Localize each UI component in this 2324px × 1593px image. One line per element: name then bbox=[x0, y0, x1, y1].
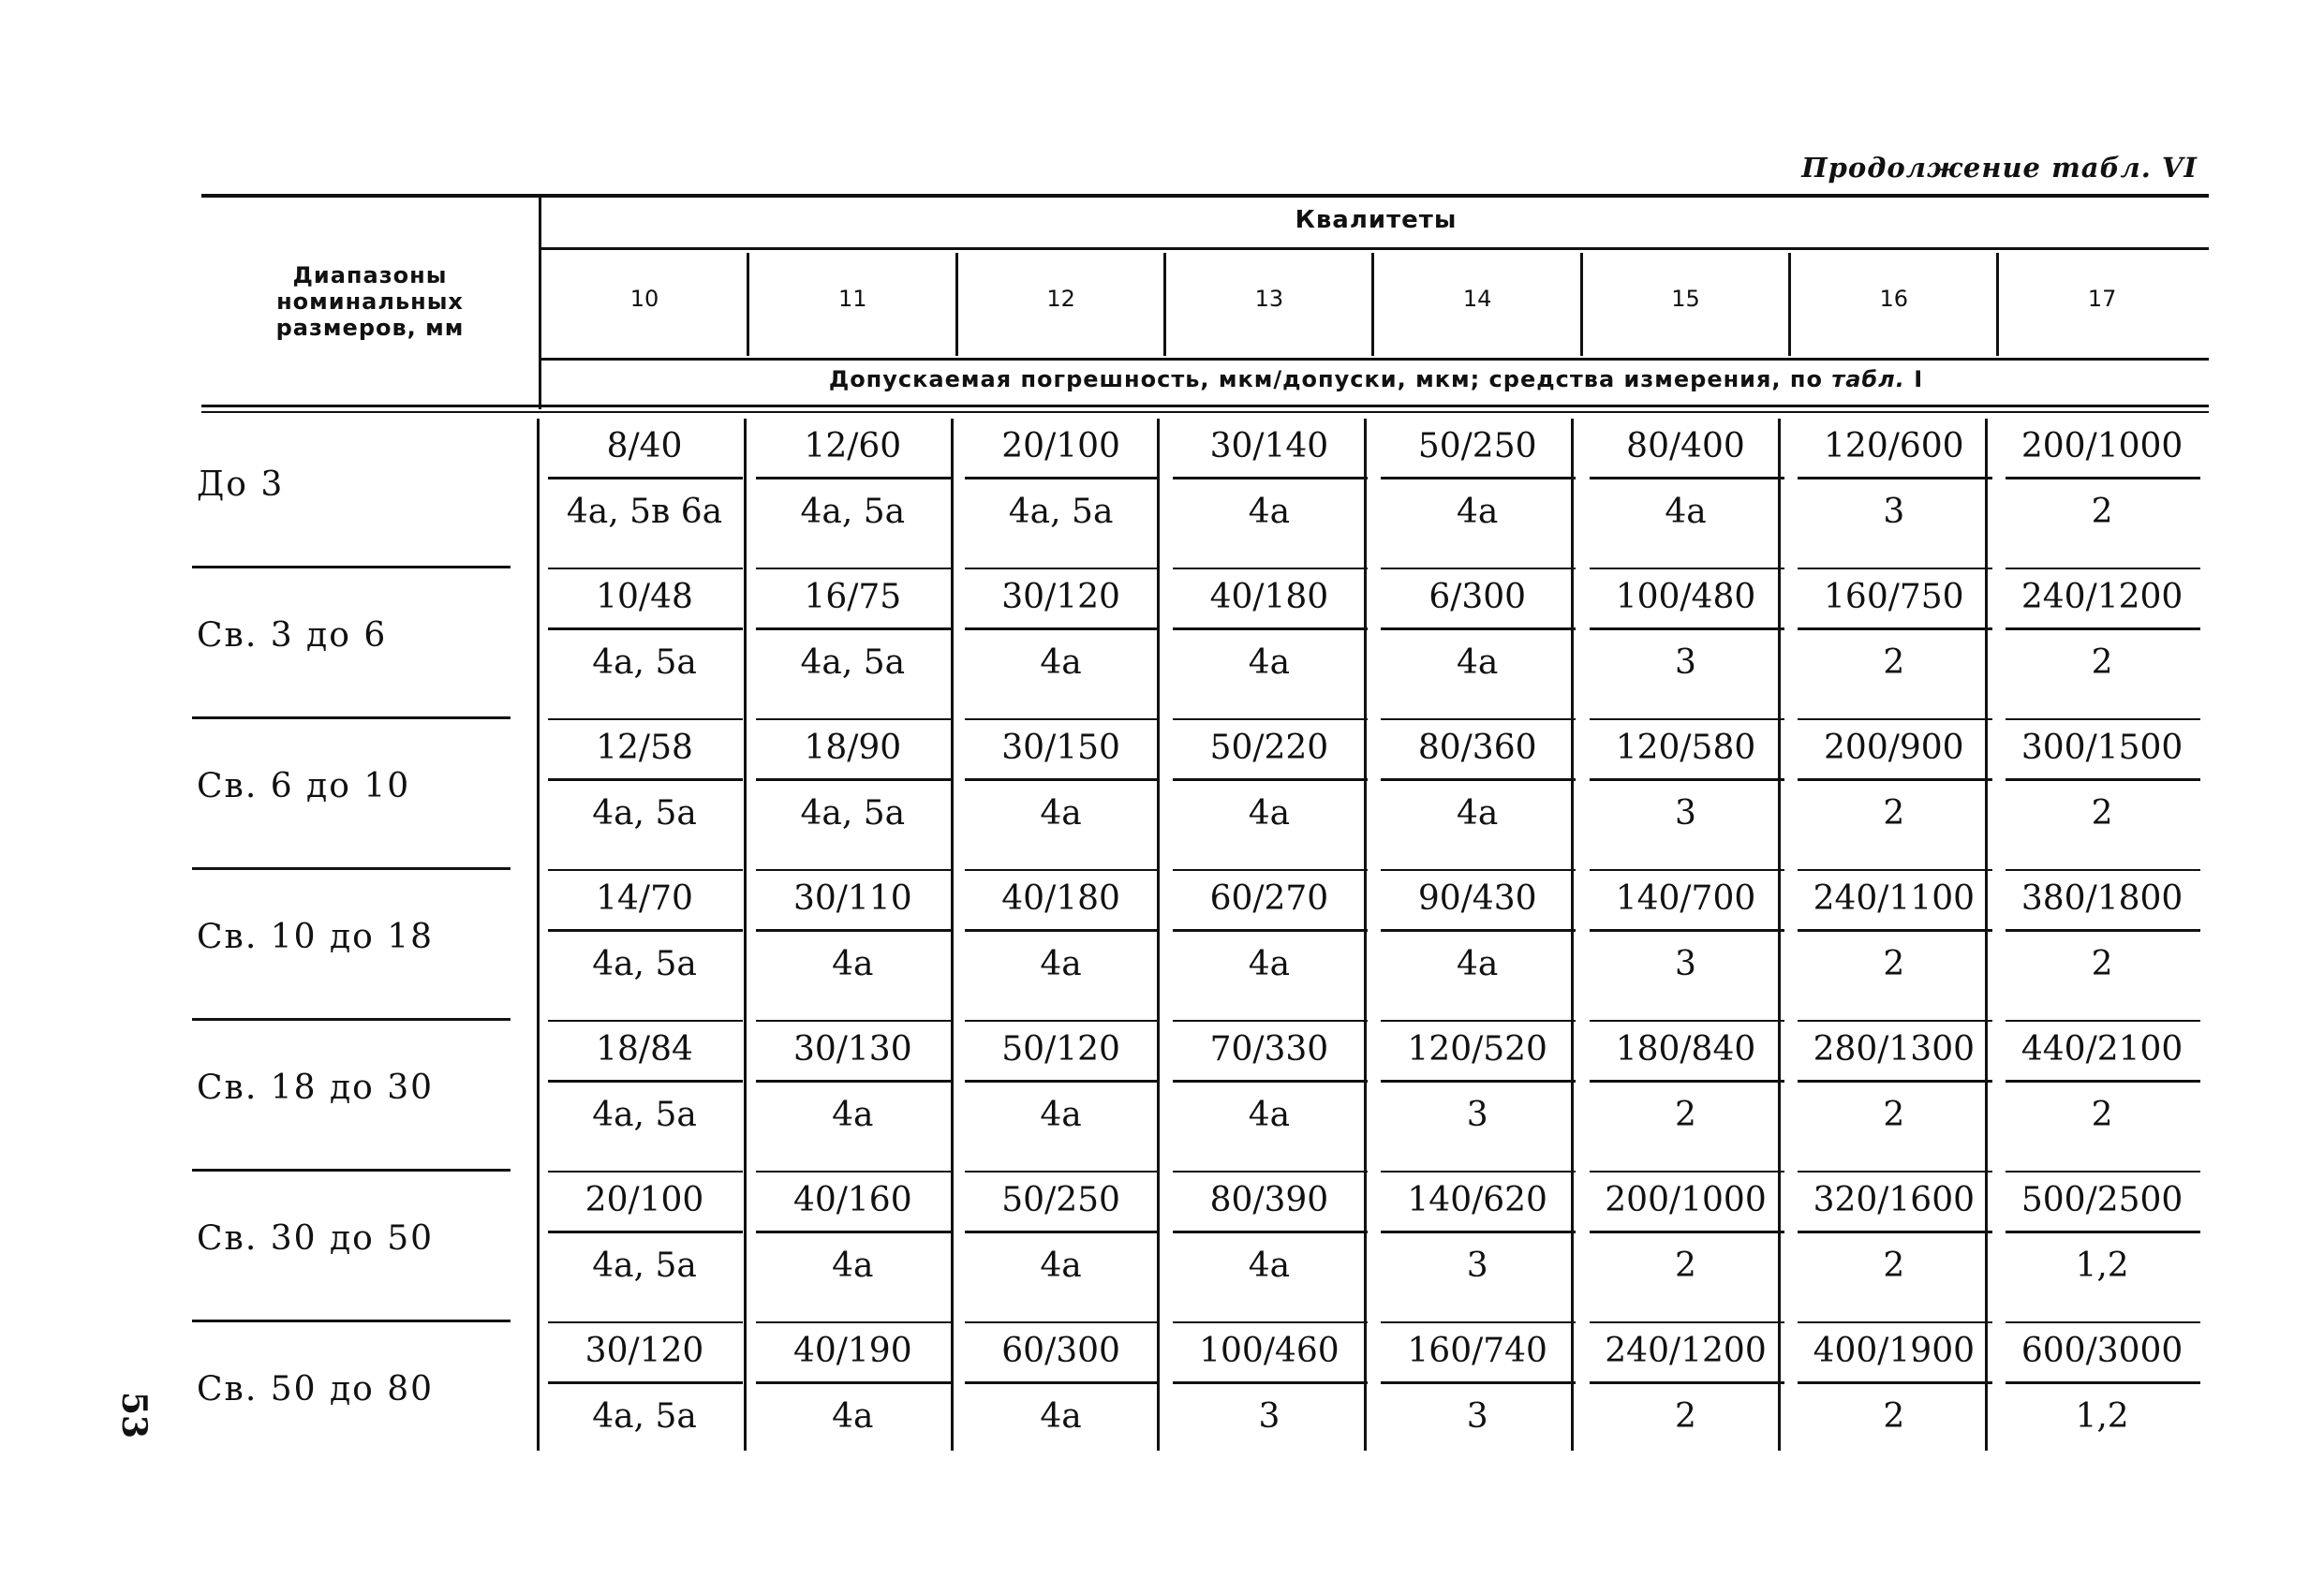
instrument-cell: 4а bbox=[1248, 794, 1291, 833]
row-top-rule bbox=[756, 718, 951, 720]
row-top-rule bbox=[2006, 568, 2200, 569]
cell-inner-rule bbox=[965, 778, 1160, 781]
cell-inner-rule bbox=[1173, 477, 1368, 479]
cell-inner-rule bbox=[965, 1381, 1160, 1384]
cell-inner-rule bbox=[1381, 929, 1576, 932]
instrument-cell: 2 bbox=[1883, 1246, 1905, 1285]
instrument-cell: 2 bbox=[1675, 1096, 1696, 1134]
row-top-rule bbox=[1381, 1321, 1576, 1323]
tolerance-cell: 30/120 bbox=[1001, 578, 1120, 616]
column-divider bbox=[1985, 419, 1988, 1451]
instrument-cell: 4а bbox=[832, 1246, 874, 1285]
instrument-cell: 4а bbox=[832, 1397, 874, 1436]
instrument-cell: 2 bbox=[1883, 643, 1905, 682]
column-header-divider bbox=[955, 253, 958, 356]
cell-inner-rule bbox=[1590, 477, 1784, 479]
column-divider bbox=[744, 419, 747, 1451]
cell-inner-rule bbox=[756, 1231, 951, 1233]
tolerance-cell: 380/1800 bbox=[2021, 879, 2183, 918]
instrument-cell: 4а, 5в 6а bbox=[566, 493, 723, 531]
page-number: 53 bbox=[114, 1391, 155, 1439]
column-divider bbox=[1571, 419, 1574, 1451]
instrument-cell: 4а, 5а bbox=[800, 493, 906, 531]
tolerance-cell: 100/480 bbox=[1615, 578, 1756, 616]
row-label: Св. 18 до 30 bbox=[197, 1069, 435, 1107]
row-label-rule bbox=[192, 716, 511, 719]
tolerance-cell: 60/270 bbox=[1209, 879, 1329, 918]
row-top-rule bbox=[965, 568, 1160, 569]
cell-inner-rule bbox=[965, 929, 1160, 932]
subheader-text: Допускаемая погрешность, мкм/допуски, мкм; средства измерения, по bbox=[828, 365, 1832, 392]
row-label: Св. 50 до 80 bbox=[197, 1370, 435, 1409]
tolerance-cell: 180/840 bbox=[1615, 1030, 1756, 1069]
row-top-rule bbox=[548, 1020, 743, 1022]
tolerance-cell: 120/520 bbox=[1407, 1030, 1547, 1069]
column-header-divider bbox=[1996, 253, 1999, 356]
cell-inner-rule bbox=[1173, 1231, 1368, 1233]
instrument-cell: 4а, 5а bbox=[800, 643, 906, 682]
tolerance-cell: 70/330 bbox=[1209, 1030, 1329, 1069]
tolerance-cell: 8/40 bbox=[606, 427, 683, 465]
row-top-rule bbox=[2006, 718, 2200, 720]
row-label-rule bbox=[192, 867, 511, 870]
row-top-rule bbox=[756, 568, 951, 569]
row-top-rule bbox=[548, 1171, 743, 1173]
tolerance-cell: 280/1300 bbox=[1813, 1030, 1976, 1069]
cell-inner-rule bbox=[548, 778, 743, 781]
tolerance-cell: 240/1100 bbox=[1813, 879, 1976, 918]
cell-inner-rule bbox=[965, 1231, 1160, 1233]
column-divider bbox=[951, 419, 954, 1451]
instrument-cell: 4а, 5а bbox=[592, 1246, 697, 1285]
row-top-rule bbox=[965, 718, 1160, 720]
row-label: Св. 3 до 6 bbox=[197, 616, 388, 655]
cell-inner-rule bbox=[965, 1080, 1160, 1083]
cell-inner-rule bbox=[1798, 477, 1992, 479]
tolerance-cell: 30/130 bbox=[792, 1030, 912, 1069]
tolerance-cell: 12/60 bbox=[804, 427, 902, 465]
tolerance-cell: 600/3000 bbox=[2021, 1332, 2183, 1370]
tolerance-cell: 60/300 bbox=[1001, 1332, 1120, 1370]
row-top-rule bbox=[548, 718, 743, 720]
group-header-rule bbox=[540, 247, 2209, 250]
row-top-rule bbox=[1590, 718, 1784, 720]
instrument-cell: 4а, 5а bbox=[592, 945, 697, 983]
cell-inner-rule bbox=[756, 1381, 951, 1384]
tolerance-cell: 16/75 bbox=[804, 578, 902, 616]
cell-inner-rule bbox=[2006, 627, 2200, 630]
tolerance-cell: 100/460 bbox=[1199, 1332, 1340, 1370]
instrument-cell: 4а, 5а bbox=[592, 1397, 697, 1436]
tolerance-cell: 140/620 bbox=[1407, 1181, 1547, 1219]
instrument-cell: 2 bbox=[2091, 643, 2113, 682]
cell-inner-rule bbox=[2006, 1381, 2200, 1384]
tolerance-cell: 200/900 bbox=[1824, 729, 1964, 767]
cell-inner-rule bbox=[2006, 477, 2200, 479]
tolerance-cell: 200/1000 bbox=[2021, 427, 2183, 465]
row-top-rule bbox=[1381, 1020, 1576, 1022]
row-top-rule bbox=[1381, 568, 1576, 569]
row-top-rule bbox=[1798, 1020, 1992, 1022]
cell-inner-rule bbox=[1590, 1381, 1784, 1384]
row-top-rule bbox=[1173, 1321, 1368, 1323]
row-top-rule bbox=[1173, 1171, 1368, 1173]
instrument-cell: 4а, 5а bbox=[1008, 493, 1114, 531]
instrument-cell: 4а bbox=[832, 945, 874, 983]
row-header bbox=[201, 194, 539, 409]
instrument-cell: 2 bbox=[1883, 794, 1905, 833]
cell-inner-rule bbox=[1173, 929, 1368, 932]
instrument-cell: 4а bbox=[1248, 1246, 1291, 1285]
column-header: 12 bbox=[1046, 286, 1075, 312]
cell-inner-rule bbox=[1381, 1381, 1576, 1384]
instrument-cell: 4а, 5а bbox=[592, 643, 697, 682]
row-top-rule bbox=[1381, 718, 1576, 720]
row-top-rule bbox=[965, 1171, 1160, 1173]
column-divider bbox=[1364, 419, 1367, 1451]
instrument-cell: 4а, 5а bbox=[800, 794, 906, 833]
tolerance-cell: 120/600 bbox=[1824, 427, 1964, 465]
cell-inner-rule bbox=[1381, 1080, 1576, 1083]
row-top-rule bbox=[1590, 1171, 1784, 1173]
instrument-cell: 3 bbox=[1466, 1397, 1488, 1436]
tolerance-cell: 440/2100 bbox=[2021, 1030, 2183, 1069]
row-top-rule bbox=[1381, 1171, 1576, 1173]
tolerance-cell: 40/180 bbox=[1001, 879, 1120, 918]
instrument-cell: 4а bbox=[1248, 1096, 1291, 1134]
tolerance-cell: 90/430 bbox=[1417, 879, 1537, 918]
cell-inner-rule bbox=[1798, 929, 1992, 932]
tolerance-cell: 160/740 bbox=[1407, 1332, 1547, 1370]
cell-inner-rule bbox=[2006, 1080, 2200, 1083]
cell-inner-rule bbox=[1173, 1381, 1368, 1384]
row-top-rule bbox=[1798, 1321, 1992, 1323]
cell-inner-rule bbox=[1590, 627, 1784, 630]
tolerance-cell: 500/2500 bbox=[2021, 1181, 2183, 1219]
tolerance-cell: 320/1600 bbox=[1813, 1181, 1976, 1219]
instrument-cell: 4а bbox=[1457, 643, 1499, 682]
cell-inner-rule bbox=[548, 1231, 743, 1233]
row-top-rule bbox=[756, 1020, 951, 1022]
cell-inner-rule bbox=[756, 627, 951, 630]
tolerance-cell: 50/120 bbox=[1001, 1030, 1120, 1069]
row-label: Св. 30 до 50 bbox=[197, 1219, 435, 1258]
tolerance-cell: 10/48 bbox=[596, 578, 693, 616]
column-header: 14 bbox=[1462, 286, 1492, 312]
column-header-divider bbox=[1371, 253, 1374, 356]
row-top-rule bbox=[1590, 568, 1784, 569]
column-divider bbox=[1778, 419, 1781, 1451]
subheader-italic: табл. bbox=[1831, 365, 1905, 392]
instrument-cell: 1,2 bbox=[2075, 1246, 2129, 1285]
instrument-cell: 4а bbox=[1040, 1246, 1082, 1285]
row-top-rule bbox=[2006, 1171, 2200, 1173]
row-top-rule bbox=[548, 568, 743, 569]
row-label: Св. 10 до 18 bbox=[197, 918, 435, 956]
cell-inner-rule bbox=[1798, 778, 1992, 781]
cell-inner-rule bbox=[2006, 929, 2200, 932]
instrument-cell: 2 bbox=[1675, 1246, 1696, 1285]
tolerance-cell: 300/1500 bbox=[2021, 729, 2183, 767]
instrument-cell: 2 bbox=[2091, 945, 2113, 983]
instrument-cell: 4а bbox=[1457, 493, 1499, 531]
row-top-rule bbox=[1798, 568, 1992, 569]
cell-inner-rule bbox=[1381, 778, 1576, 781]
tolerance-cell: 30/150 bbox=[1001, 729, 1120, 767]
cell-inner-rule bbox=[1590, 778, 1784, 781]
instrument-cell: 4а bbox=[1040, 643, 1082, 682]
tolerance-cell: 40/160 bbox=[792, 1181, 912, 1219]
tolerance-table bbox=[197, 194, 2209, 1468]
tolerance-cell: 200/1000 bbox=[1605, 1181, 1767, 1219]
row-header-line: размеров, мм bbox=[275, 315, 465, 341]
row-top-rule bbox=[1173, 718, 1368, 720]
cell-inner-rule bbox=[548, 627, 743, 630]
column-header: 13 bbox=[1254, 286, 1284, 312]
instrument-cell: 4а bbox=[1665, 493, 1707, 531]
row-header-line: Диапазоны bbox=[292, 262, 448, 288]
instrument-cell: 2 bbox=[2091, 1096, 2113, 1134]
instrument-cell: 3 bbox=[1466, 1246, 1488, 1285]
row-label: Св. 6 до 10 bbox=[197, 767, 411, 805]
instrument-cell: 1,2 bbox=[2075, 1397, 2129, 1436]
instrument-cell: 3 bbox=[1883, 493, 1905, 531]
column-divider bbox=[537, 419, 540, 1451]
column-header: 17 bbox=[2087, 286, 2117, 312]
row-label-rule bbox=[192, 566, 511, 568]
row-label-rule bbox=[192, 1320, 511, 1322]
row-top-rule bbox=[1590, 1321, 1784, 1323]
tolerance-cell: 50/250 bbox=[1001, 1181, 1120, 1219]
cell-inner-rule bbox=[1798, 627, 1992, 630]
instrument-cell: 4а bbox=[1248, 493, 1291, 531]
instrument-cell: 4а bbox=[1040, 945, 1082, 983]
tolerance-cell: 80/360 bbox=[1417, 729, 1537, 767]
row-top-rule bbox=[2006, 1321, 2200, 1323]
cell-inner-rule bbox=[2006, 778, 2200, 781]
cell-inner-rule bbox=[548, 477, 743, 479]
cell-inner-rule bbox=[1798, 1231, 1992, 1233]
column-header-divider bbox=[1788, 253, 1791, 356]
tolerance-cell: 240/1200 bbox=[2021, 578, 2183, 616]
row-top-rule bbox=[1590, 869, 1784, 871]
cell-inner-rule bbox=[1173, 1080, 1368, 1083]
row-top-rule bbox=[1798, 1171, 1992, 1173]
row-top-rule bbox=[965, 869, 1160, 871]
tolerance-cell: 20/100 bbox=[1001, 427, 1120, 465]
row-top-rule bbox=[1173, 1020, 1368, 1022]
row-top-rule bbox=[548, 869, 743, 871]
column-header-divider bbox=[1163, 253, 1166, 356]
cell-inner-rule bbox=[548, 1381, 743, 1384]
instrument-cell: 4а bbox=[1457, 794, 1499, 833]
column-header: 11 bbox=[838, 286, 867, 312]
cell-inner-rule bbox=[2006, 1231, 2200, 1233]
row-label-rule bbox=[192, 1169, 511, 1172]
row-top-rule bbox=[965, 1020, 1160, 1022]
cell-inner-rule bbox=[1590, 1080, 1784, 1083]
row-top-rule bbox=[756, 1171, 951, 1173]
row-top-rule bbox=[548, 1321, 743, 1323]
row-header-line: номинальных bbox=[276, 288, 464, 315]
row-top-rule bbox=[2006, 869, 2200, 871]
instrument-cell: 3 bbox=[1675, 945, 1696, 983]
tolerance-cell: 120/580 bbox=[1615, 729, 1756, 767]
tolerance-cell: 6/300 bbox=[1428, 578, 1527, 616]
cell-inner-rule bbox=[548, 929, 743, 932]
tolerance-cell: 30/120 bbox=[585, 1332, 704, 1370]
row-top-rule bbox=[756, 869, 951, 871]
tolerance-cell: 18/84 bbox=[596, 1030, 693, 1069]
instrument-cell: 4а bbox=[1040, 1096, 1082, 1134]
column-header-divider bbox=[747, 253, 749, 356]
subheader-ref: I bbox=[1904, 365, 1924, 392]
instrument-cell: 3 bbox=[1466, 1096, 1488, 1134]
instrument-cell: 3 bbox=[1675, 643, 1696, 682]
instrument-cell: 4а bbox=[1457, 945, 1499, 983]
row-top-rule bbox=[756, 1321, 951, 1323]
table-caption: Продолжение табл. VI bbox=[1801, 152, 2198, 184]
tolerance-cell: 20/100 bbox=[585, 1181, 704, 1219]
tolerance-cell: 30/110 bbox=[792, 879, 912, 918]
tolerance-cell: 80/390 bbox=[1209, 1181, 1329, 1219]
tolerance-cell: 400/1900 bbox=[1813, 1332, 1976, 1370]
cell-inner-rule bbox=[1173, 627, 1368, 630]
cell-inner-rule bbox=[1590, 1231, 1784, 1233]
column-header: 10 bbox=[629, 286, 659, 312]
cell-inner-rule bbox=[965, 627, 1160, 630]
column-divider bbox=[1157, 419, 1160, 1451]
instrument-cell: 2 bbox=[2091, 794, 2113, 833]
tolerance-cell: 140/700 bbox=[1615, 879, 1756, 918]
cell-inner-rule bbox=[1381, 627, 1576, 630]
column-header-divider bbox=[1580, 253, 1583, 356]
instrument-cell: 4а, 5а bbox=[592, 794, 697, 833]
instrument-cell: 3 bbox=[1258, 1397, 1280, 1436]
instrument-cell: 4а bbox=[1040, 794, 1082, 833]
instrument-cell: 4а, 5а bbox=[592, 1096, 697, 1134]
row-top-rule bbox=[2006, 1020, 2200, 1022]
tolerance-cell: 80/400 bbox=[1626, 427, 1745, 465]
cell-inner-rule bbox=[1381, 477, 1576, 479]
instrument-cell: 4а bbox=[1248, 643, 1291, 682]
row-top-rule bbox=[965, 1321, 1160, 1323]
tolerance-cell: 40/180 bbox=[1209, 578, 1329, 616]
row-label-rule bbox=[192, 1018, 511, 1021]
cell-inner-rule bbox=[1590, 929, 1784, 932]
row-top-rule bbox=[1173, 568, 1368, 569]
cell-inner-rule bbox=[756, 778, 951, 781]
instrument-cell: 4а bbox=[832, 1096, 874, 1134]
instrument-cell: 2 bbox=[2091, 493, 2113, 531]
cell-inner-rule bbox=[1798, 1080, 1992, 1083]
tolerance-cell: 14/70 bbox=[596, 879, 693, 918]
tolerance-cell: 30/140 bbox=[1209, 427, 1329, 465]
row-top-rule bbox=[1798, 718, 1992, 720]
row-top-rule bbox=[1798, 869, 1992, 871]
instrument-cell: 4а bbox=[1040, 1397, 1082, 1436]
cell-inner-rule bbox=[756, 477, 951, 479]
tolerance-cell: 18/90 bbox=[804, 729, 902, 767]
cell-inner-rule bbox=[548, 1080, 743, 1083]
tolerance-cell: 12/58 bbox=[596, 729, 693, 767]
tolerance-cell: 50/250 bbox=[1417, 427, 1537, 465]
cell-inner-rule bbox=[756, 929, 951, 932]
row-top-rule bbox=[1381, 869, 1576, 871]
instrument-cell: 3 bbox=[1675, 794, 1696, 833]
row-top-rule bbox=[1590, 1020, 1784, 1022]
instrument-cell: 2 bbox=[1883, 1397, 1905, 1436]
subheader bbox=[543, 358, 2209, 400]
instrument-cell: 2 bbox=[1675, 1397, 1696, 1436]
instrument-cell: 2 bbox=[1883, 1096, 1905, 1134]
cell-inner-rule bbox=[1798, 1381, 1992, 1384]
row-label: До 3 bbox=[197, 465, 285, 504]
group-header: Квалитеты bbox=[1295, 206, 1458, 234]
column-header: 15 bbox=[1671, 286, 1700, 312]
instrument-cell: 2 bbox=[1883, 945, 1905, 983]
header-bottom-rule-2 bbox=[201, 411, 2209, 413]
tolerance-cell: 160/750 bbox=[1824, 578, 1964, 616]
row-top-rule bbox=[1173, 869, 1368, 871]
tolerance-cell: 240/1200 bbox=[1605, 1332, 1767, 1370]
column-header: 16 bbox=[1879, 286, 1909, 312]
tolerance-cell: 40/190 bbox=[792, 1332, 912, 1370]
cell-inner-rule bbox=[756, 1080, 951, 1083]
cell-inner-rule bbox=[965, 477, 1160, 479]
instrument-cell: 4а bbox=[1248, 945, 1291, 983]
tolerance-cell: 50/220 bbox=[1209, 729, 1329, 767]
cell-inner-rule bbox=[1381, 1231, 1576, 1233]
cell-inner-rule bbox=[1173, 778, 1368, 781]
